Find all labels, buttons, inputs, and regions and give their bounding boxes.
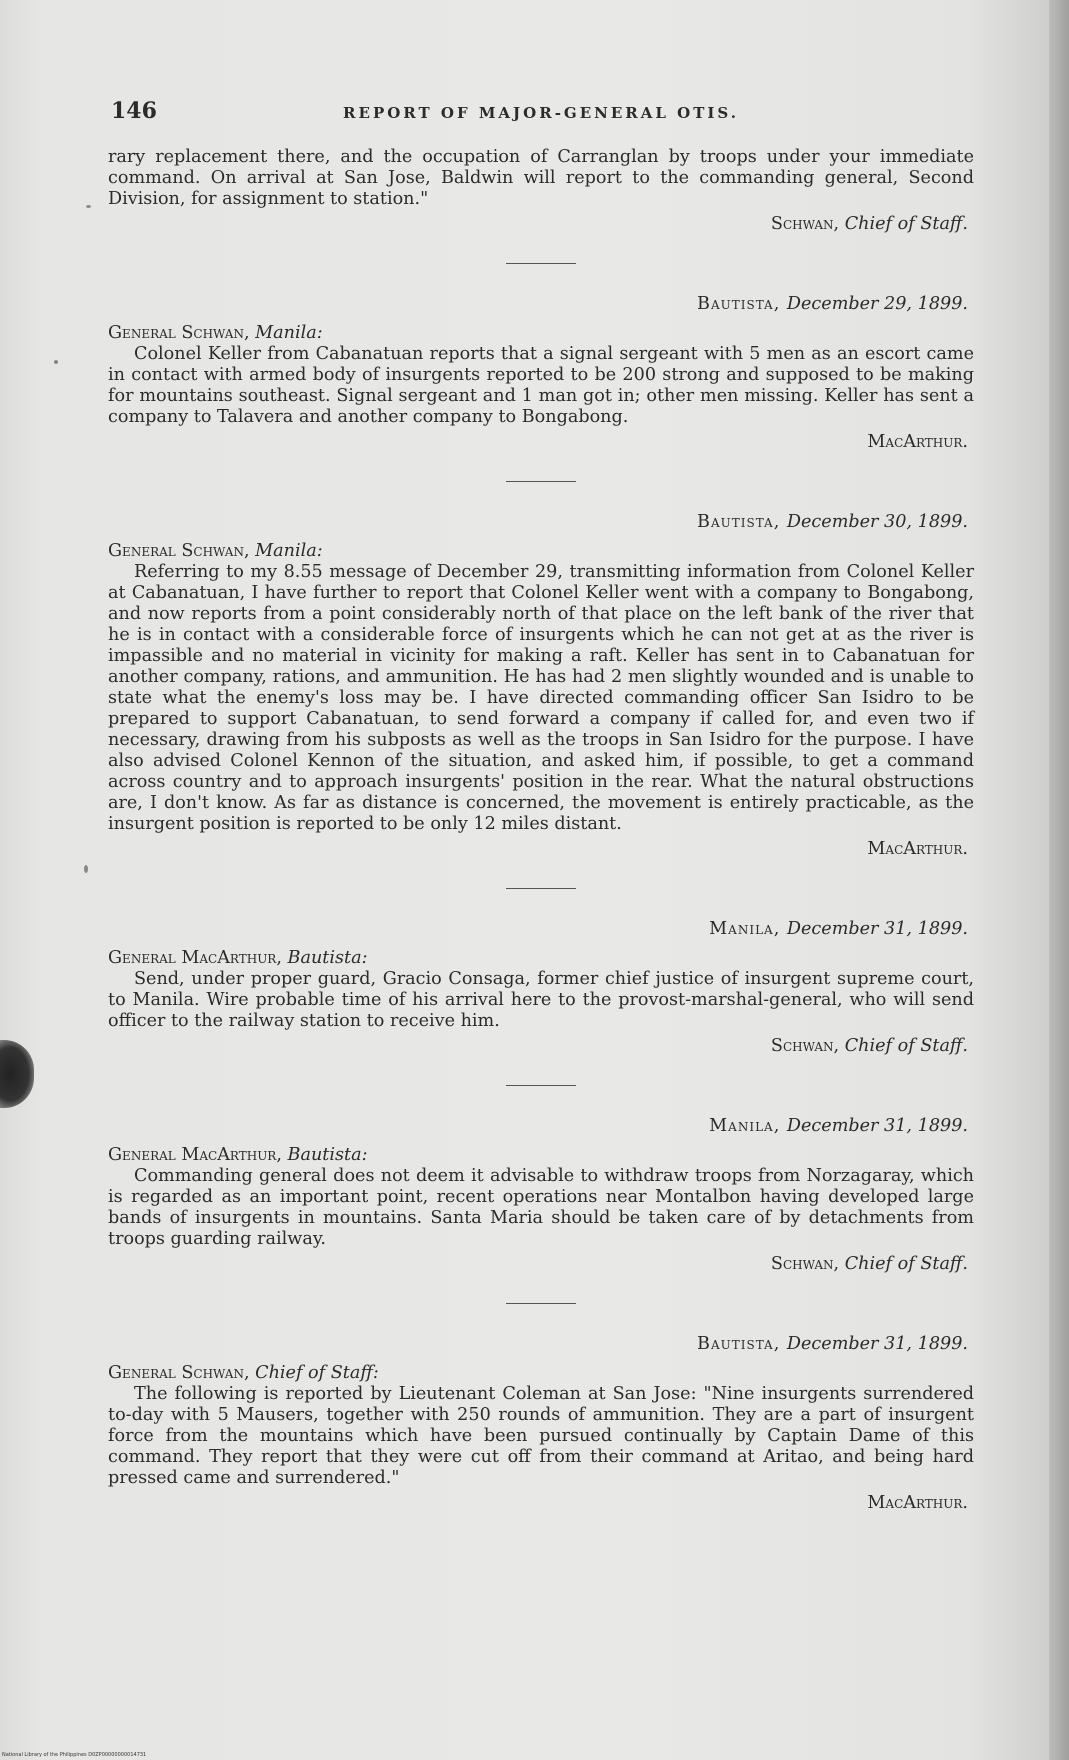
dateline-place: Manila, xyxy=(709,1116,781,1136)
signature-name: MacArthur. xyxy=(867,1493,968,1513)
page-content xyxy=(108,95,974,1514)
message xyxy=(108,294,974,453)
signature-name: MacArthur. xyxy=(867,432,968,452)
dateline xyxy=(108,919,974,940)
addressee xyxy=(108,541,974,562)
addressee-name: General Schwan, xyxy=(108,541,250,561)
separator-rule xyxy=(506,1085,576,1086)
message-body: Colonel Keller from Cabanatuan reports that a signal sergeant with 5 men as an escort came in contact with armed body of insurgents reported to be 200 strong and supposed to be making for mountains southeast. Signal sergeant and 1 man got in; other men missing. Keller has sent a company to Talavera and another company to Bongabong. xyxy=(108,344,974,427)
signature-name: Schwan, xyxy=(770,214,840,234)
scan-footer: National Library of the Philippines D0ZP00000000014731 xyxy=(2,1752,147,1758)
scan-blot xyxy=(0,1040,34,1108)
page-edge xyxy=(1049,0,1069,1760)
separator-rule xyxy=(506,481,576,482)
scan-speck xyxy=(54,360,58,364)
running-title: REPORT OF MAJOR-GENERAL OTIS. xyxy=(343,104,739,122)
addressee xyxy=(108,1145,974,1166)
addressee xyxy=(108,948,974,969)
separator-rule xyxy=(506,888,576,889)
message-body: Send, under proper guard, Gracio Consaga, former chief justice of insurgent supreme court, to Manila. Wire probable time of his arrival here to the provost-marshal-general, who will send officer to the railway station to receive him. xyxy=(108,969,974,1031)
dateline-date: December 31, 1899. xyxy=(786,1334,968,1354)
signature xyxy=(108,432,974,453)
dateline-place: Bautista, xyxy=(697,512,781,532)
dateline-date: December 29, 1899. xyxy=(786,294,968,314)
continuation-text: rary replacement there, and the occupation of Carranglan by troops under your immediate command. On arrival at San Jose, Baldwin will report to the commanding general, Second Division, for assignment to station." xyxy=(108,147,974,209)
addressee-name: General MacArthur, xyxy=(108,1145,282,1165)
signature xyxy=(108,1254,974,1275)
addressee xyxy=(108,1363,974,1384)
message xyxy=(108,1334,974,1514)
message-body: The following is reported by Lieutenant Coleman at San Jose: "Nine insurgents surrendered to-day with 5 Mausers, together with 250 rounds of ammunition. They are a part of insurgent force from the mountains which have been pursued continually by Captain Dame of this command. They report that they were cut off from their command at Aritao, and being hard pressed came and surrendered." xyxy=(108,1384,974,1488)
addressee xyxy=(108,323,974,344)
signature-title: Chief of Staff. xyxy=(844,1254,968,1274)
scan-speck xyxy=(84,865,88,873)
dateline-date: December 31, 1899. xyxy=(786,1116,968,1136)
scan-speck xyxy=(86,205,91,208)
signature-title: Chief of Staff. xyxy=(844,1036,968,1056)
addressee-place: Bautista: xyxy=(287,1145,368,1165)
page-header xyxy=(108,95,974,135)
dateline xyxy=(108,512,974,533)
addressee-place: Chief of Staff: xyxy=(255,1363,379,1383)
separator-rule xyxy=(506,1303,576,1304)
signature-name: Schwan, xyxy=(770,1254,840,1274)
signature-title: Chief of Staff. xyxy=(844,214,968,234)
dateline xyxy=(108,1334,974,1355)
message xyxy=(108,1116,974,1275)
addressee-place: Manila: xyxy=(255,541,323,561)
continuation-block xyxy=(108,147,974,235)
signature xyxy=(108,1493,974,1514)
dateline xyxy=(108,294,974,315)
message-body: Commanding general does not deem it advisable to withdraw troops from Norzagaray, which is regarded as an important point, recent operations near Montalbon having developed large bands of insurgents in mountains. Santa Maria should be taken care of by detachments from troops guarding railway. xyxy=(108,1166,974,1249)
dateline-place: Manila, xyxy=(709,919,781,939)
signature xyxy=(108,839,974,860)
message xyxy=(108,919,974,1057)
signature xyxy=(108,214,974,235)
separator-rule xyxy=(506,263,576,264)
signature xyxy=(108,1036,974,1057)
dateline-place: Bautista, xyxy=(697,294,781,314)
addressee-place: Manila: xyxy=(255,323,323,343)
signature-name: MacArthur. xyxy=(867,839,968,859)
addressee-name: General MacArthur, xyxy=(108,948,282,968)
message-body: Referring to my 8.55 message of December 29, transmitting information from Colonel Keller at Cabanatuan, I have further to report that Colonel Keller went with a company to Bongabong, and now reports from a point considerably north of that place on the left bank of the river that he is in contact with a considerable force of insurgents which he can not get at as the river is impassible and no material in vicinity for making a raft. Keller has sent in to Cabanatuan for another company, rations, and ammunition. He has had 2 men slightly wounded and is unable to state what the enemy's loss may be. I have directed commanding officer San Isidro to be prepared to support Cabanatuan, to send forward a company if called for, and even two if necessary, drawing from his subposts as well as the troops in San Isidro for the purpose. I have also advised Colonel Kennon of the situation, and asked him, if possible, to get a command across country and to approach insurgents' position in the rear. What the natural obstructions are, I don't know. As far as distance is concerned, the movement is entirely practicable, as the insurgent position is reported to be only 12 miles distant. xyxy=(108,562,974,834)
addressee-name: General Schwan, xyxy=(108,1363,250,1383)
dateline xyxy=(108,1116,974,1137)
addressee-name: General Schwan, xyxy=(108,323,250,343)
page-number: 146 xyxy=(111,98,157,124)
dateline-place: Bautista, xyxy=(697,1334,781,1354)
dateline-date: December 30, 1899. xyxy=(786,512,968,532)
message xyxy=(108,512,974,860)
addressee-place: Bautista: xyxy=(287,948,368,968)
signature-name: Schwan, xyxy=(770,1036,840,1056)
dateline-date: December 31, 1899. xyxy=(786,919,968,939)
